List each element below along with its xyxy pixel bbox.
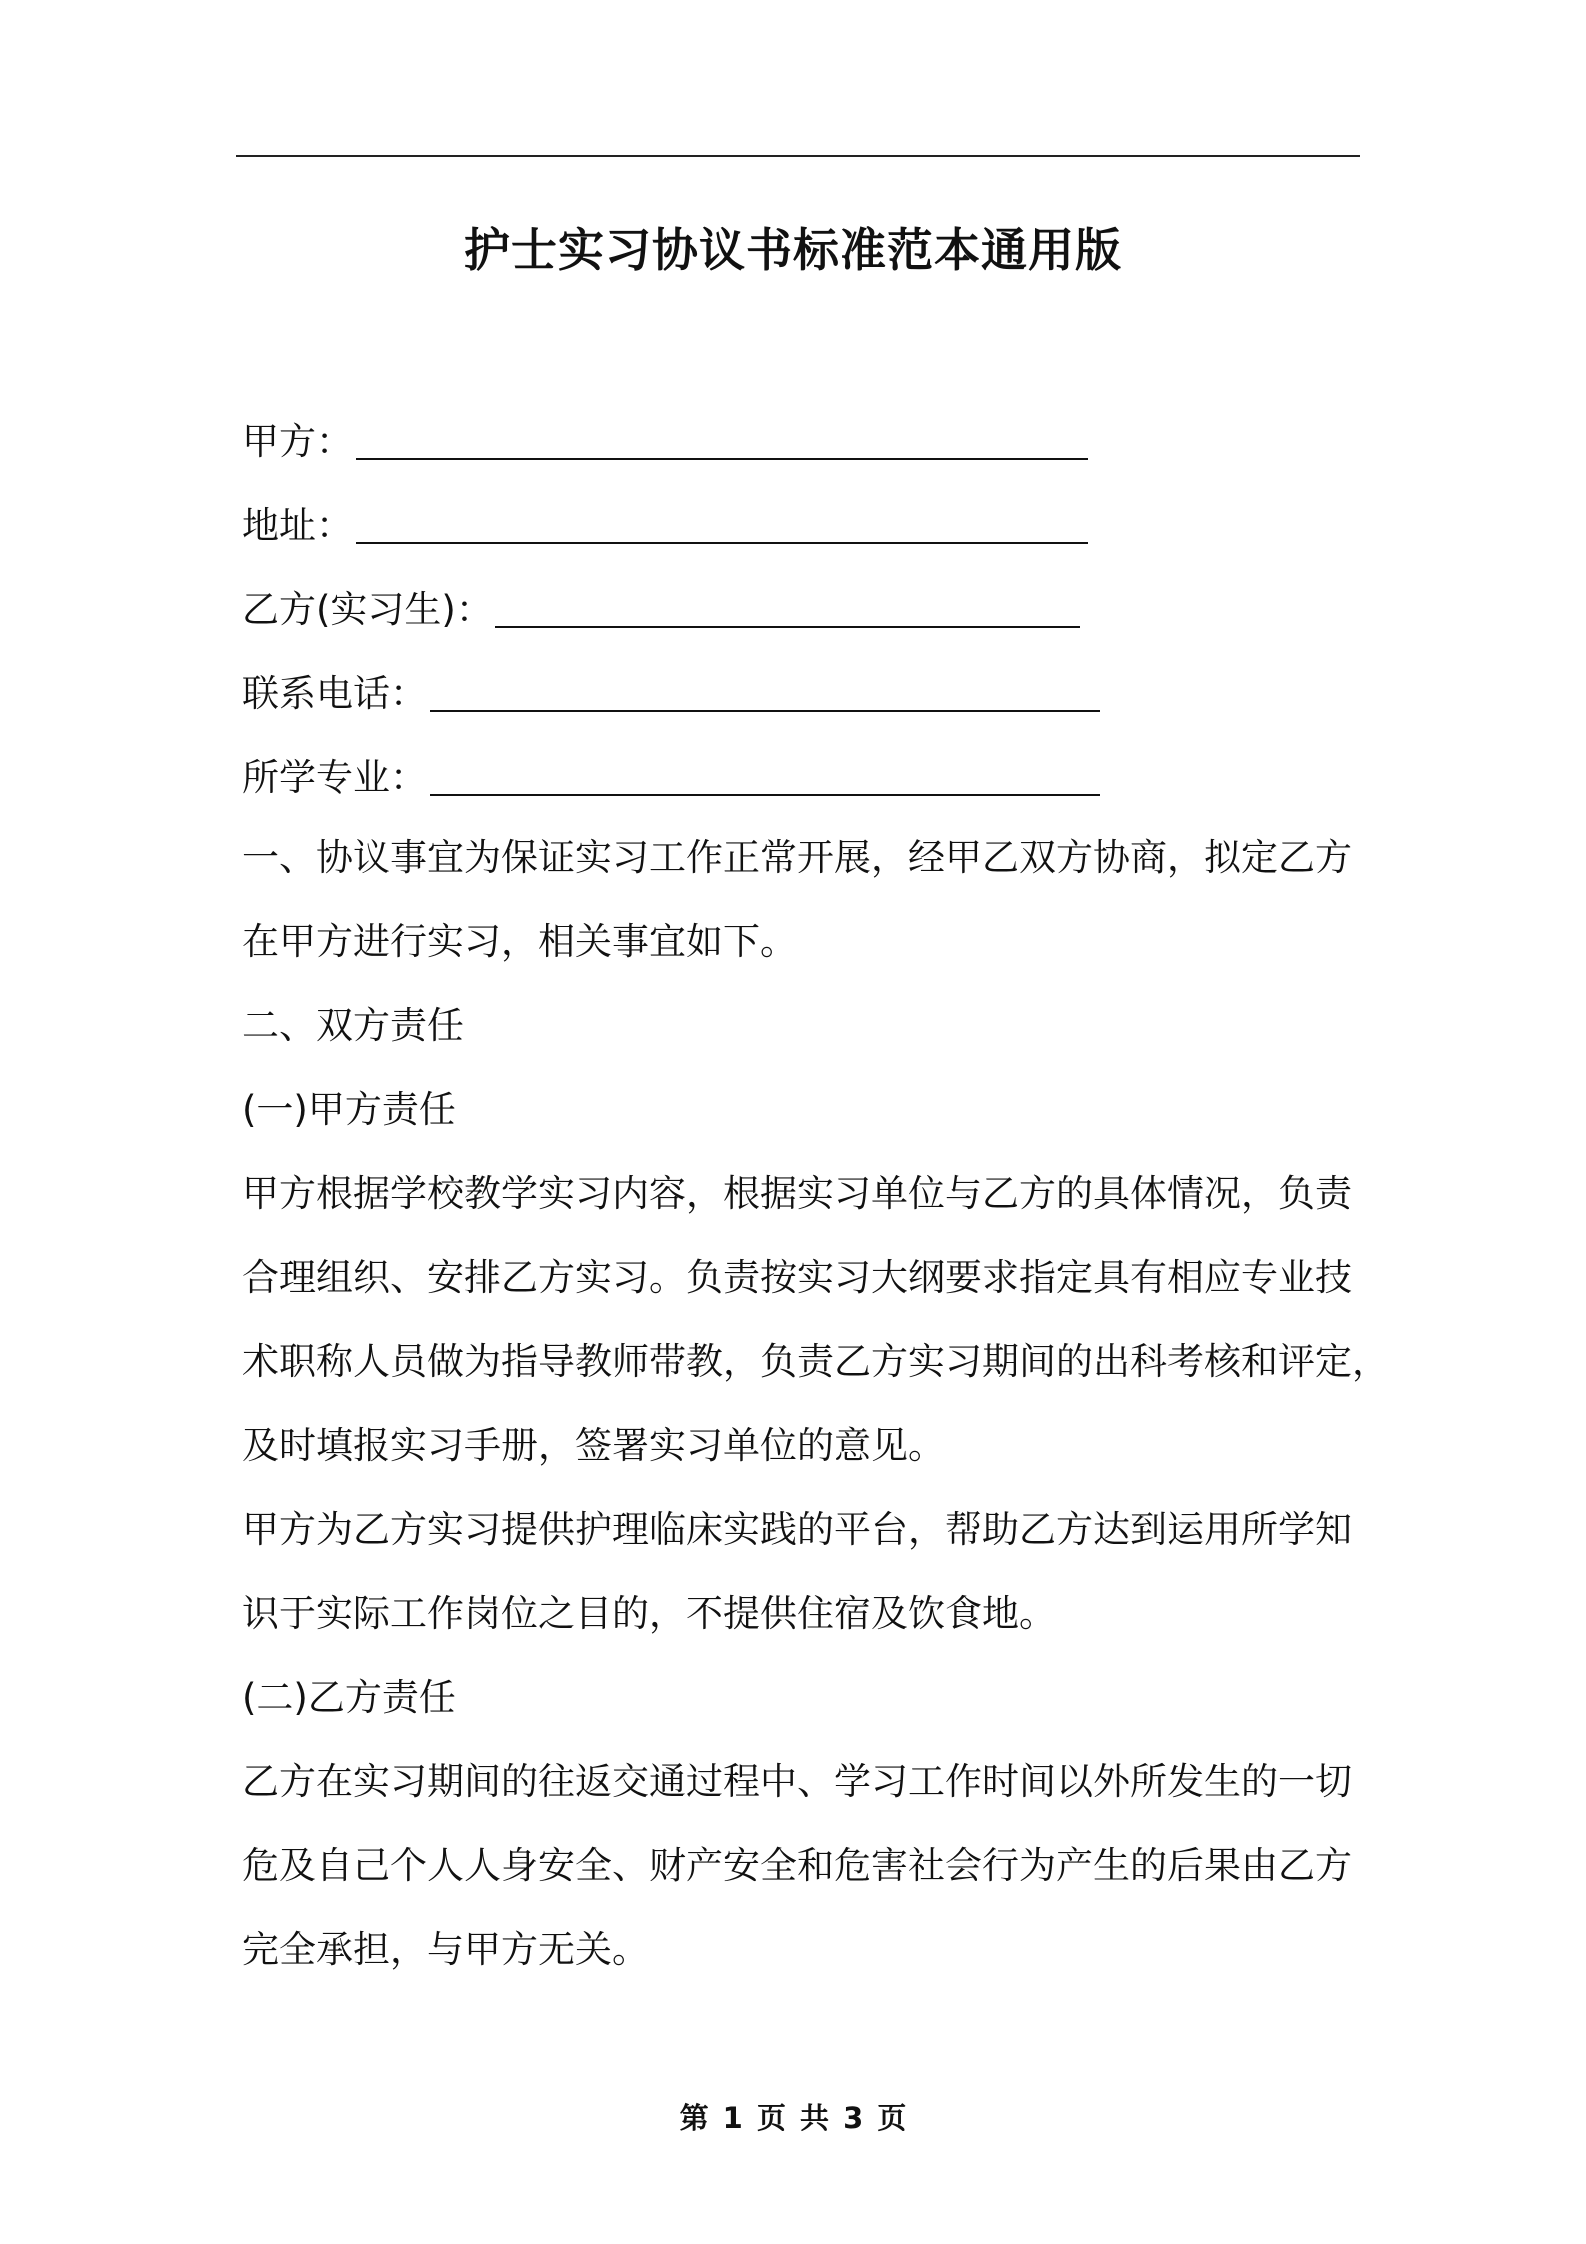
- body-line: 在甲方进行实习，相关事宜如下。: [242, 920, 797, 963]
- header-rule: [236, 155, 1360, 157]
- field-phone: [242, 666, 427, 722]
- body-line: 甲方根据学校教学实习内容，根据实习单位与乙方的具体情况，负责: [242, 1172, 1352, 1215]
- document-title: 护士实习协议书标准范本通用版: [464, 223, 1122, 277]
- field-party-a: [242, 414, 353, 470]
- body-line: 完全承担，与甲方无关。: [242, 1928, 649, 1971]
- body-line: 及时填报实习手册，签署实习单位的意见。: [242, 1424, 945, 1467]
- field-blank-line: [356, 542, 1088, 544]
- body-line: 危及自己个人人身安全、财产安全和危害社会行为产生的后果由乙方: [242, 1844, 1352, 1887]
- body-line: 合理组织、安排乙方实习。负责按实习大纲要求指定具有相应专业技: [242, 1256, 1352, 1299]
- field-label: 所学专业：: [242, 756, 427, 799]
- body-line: 一、协议事宜为保证实习工作正常开展，经甲乙双方协商，拟定乙方: [242, 836, 1352, 879]
- field-party-b-intern: [242, 582, 493, 638]
- section-heading: 二、双方责任: [242, 1004, 464, 1047]
- field-blank-line: [356, 458, 1088, 460]
- field-label: 联系电话：: [242, 672, 427, 715]
- field-label: 甲方：: [242, 420, 353, 463]
- page-number-footer: 第 1 页 共 3 页: [679, 2101, 907, 2135]
- field-blank-line: [430, 794, 1100, 796]
- field-label: 乙方(实习生)：: [242, 588, 493, 631]
- body-line: 乙方在实习期间的往返交通过程中、学习工作时间以外所发生的一切: [242, 1760, 1352, 1803]
- field-blank-line: [430, 710, 1100, 712]
- body-line: 识于实际工作岗位之目的，不提供住宿及饮食地。: [242, 1592, 1056, 1635]
- subsection-heading: (二)乙方责任: [242, 1676, 456, 1719]
- field-label: 地址：: [242, 504, 353, 547]
- field-major: [242, 750, 427, 806]
- field-address: [242, 498, 353, 554]
- field-blank-line: [495, 626, 1080, 628]
- subsection-heading: (一)甲方责任: [242, 1088, 456, 1131]
- body-line: 甲方为乙方实习提供护理临床实践的平台，帮助乙方达到运用所学知: [242, 1508, 1352, 1551]
- body-line: 术职称人员做为指导教师带教，负责乙方实习期间的出科考核和评定，: [242, 1340, 1389, 1383]
